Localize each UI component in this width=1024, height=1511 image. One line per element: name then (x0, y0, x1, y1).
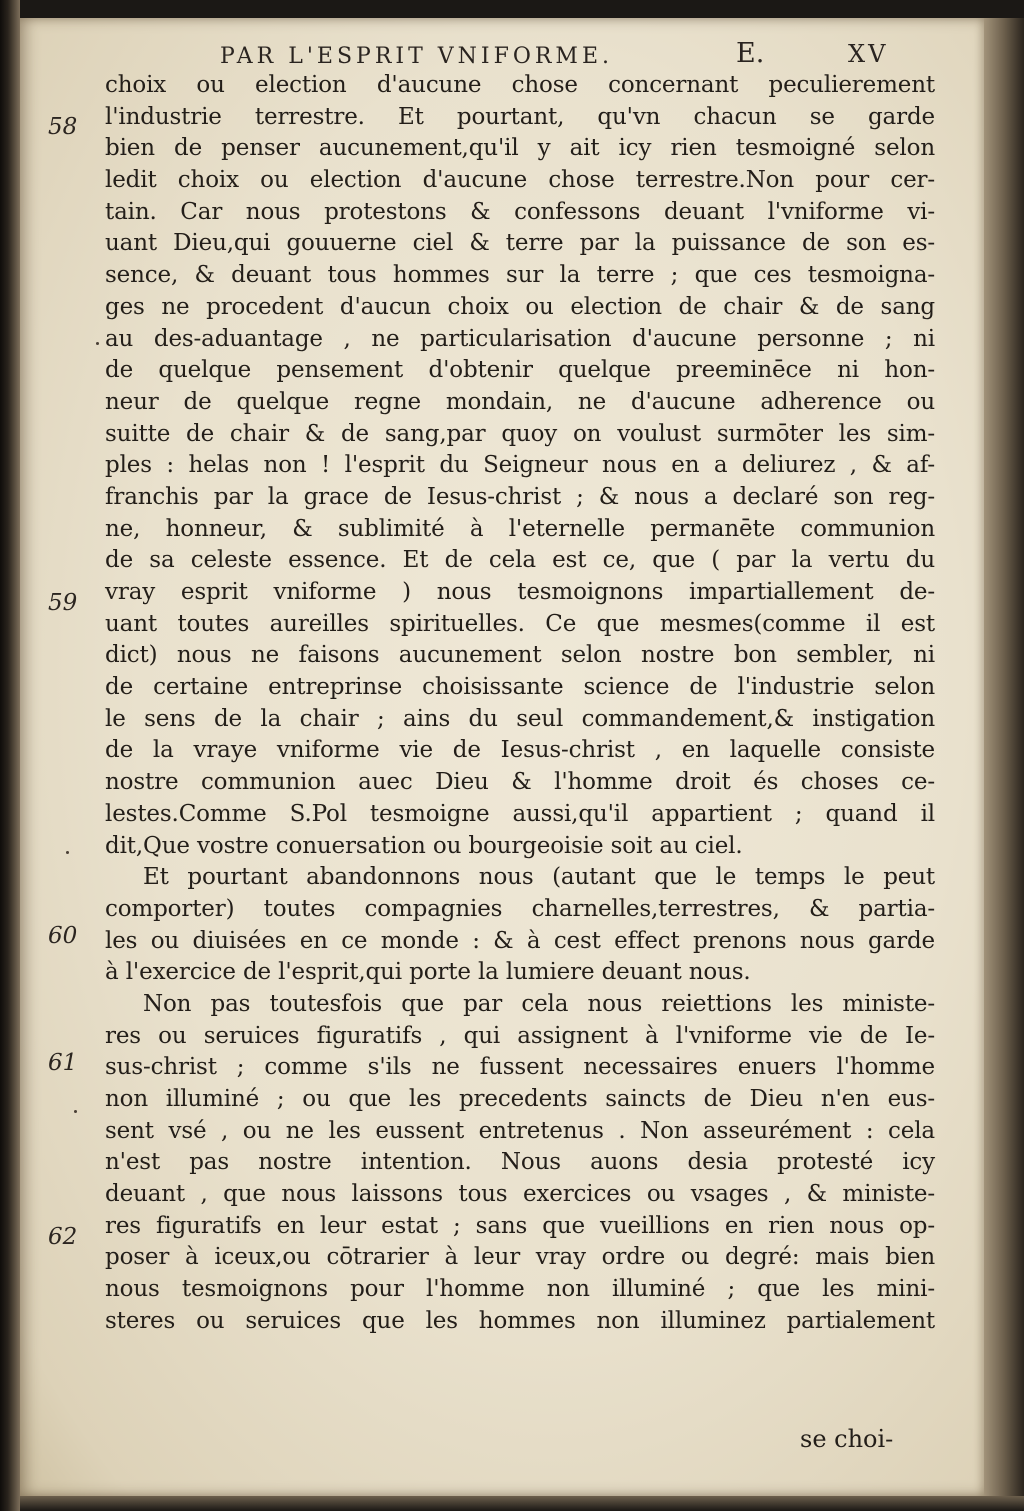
text-line: l'industrie terrestre. Et pourtant, qu'vn chacun se garde (105, 103, 935, 130)
text-line: ples : helas non ! l'esprit du Seigneur nous en a deliurez , & af- (105, 452, 935, 479)
body-text (105, 70, 935, 1338)
text-line: steres ou seruices que les hommes non illuminez partialement (105, 1307, 935, 1334)
text-line: sus-christ ; comme s'ils ne fussent necessaires enuers l'homme (105, 1054, 935, 1081)
page-fore-edge (984, 18, 1024, 1496)
page-bottom-edge (20, 1496, 1024, 1511)
text-line: Et pourtant abandonnons nous (autant que le temps le peut (143, 864, 935, 891)
margin-verse-number: 62 (48, 1224, 78, 1250)
text-line: Non pas toutesfois que par cela nous reiettions les ministe- (143, 990, 935, 1017)
text-line: sence, & deuant tous hommes sur la terre ; que ces tesmoigna- (105, 262, 935, 289)
text-line: au des-aduantage , ne particularisation d'aucune personne ; ni (105, 325, 935, 352)
text-line: de quelque pensement d'obtenir quelque preeminēce ni hon- (105, 357, 935, 384)
text-line: uant toutes aureilles spirituelles. Ce que mesmes(comme il est (105, 610, 935, 637)
text-line: neur de quelque regne mondain, ne d'aucune adherence ou (105, 388, 935, 415)
ink-speck (74, 1110, 77, 1113)
text-line: lestes.Comme S.Pol tesmoigne aussi,qu'il appartient ; quand il (105, 800, 935, 827)
text-line: dict) nous ne faisons aucunement selon nostre bon sembler, ni (105, 642, 935, 669)
text-line: ledit choix ou election d'aucune chose terrestre.Non pour cer- (105, 167, 935, 194)
text-line: nostre communion auec Dieu & l'homme droit és choses ce- (105, 769, 935, 796)
catchword: se choi- (800, 1425, 894, 1453)
text-line: de certaine entreprinse choisissante science de l'industrie selon (105, 674, 935, 701)
text-line: uant Dieu,qui gouuerne ciel & terre par la puissance de son es- (105, 230, 935, 257)
folio-number: XV (848, 40, 889, 68)
text-line: ges ne procedent d'aucun choix ou election de chair & de sang (105, 293, 935, 320)
text-line: franchis par la grace de Iesus-christ ; & nous a declaré son reg- (105, 483, 935, 510)
text-line: suitte de chair & de sang,par quoy on voulust surmōter les sim- (105, 420, 935, 447)
text-line: res ou seruices figuratifs , qui assignent à l'vniforme vie de Ie- (105, 1022, 935, 1049)
text-line: le sens de la chair ; ains du seul commandement,& instigation (105, 705, 935, 732)
text-line: poser à iceux,ou cōtrarier à leur vray ordre ou degré: mais bien (105, 1244, 935, 1271)
text-line: les ou diuisées en ce monde : & à cest effect prenons nous garde (105, 927, 935, 954)
text-line: res figuratifs en leur estat ; sans que vueillions en rien nous op- (105, 1212, 935, 1239)
ink-speck (96, 342, 99, 345)
text-line: choix ou election d'aucune chose concernant peculierement (105, 72, 935, 98)
text-line: à l'exercice de l'esprit,qui porte la lumiere deuant nous. (105, 959, 751, 986)
text-line: non illuminé ; ou que les precedents saincts de Dieu n'en eus- (105, 1086, 935, 1112)
text-line: sent vsé , ou ne les eussent entretenus . Non asseurément : cela (105, 1117, 935, 1144)
text-line: tain. Car nous protestons & confessons deuant l'vniforme vi- (105, 198, 935, 225)
running-head (180, 38, 940, 72)
text-line: comporter) toutes compagnies charnelles,terrestres, & partia- (105, 895, 935, 922)
ink-speck (66, 851, 69, 854)
text-line: de sa celeste essence. Et de cela est ce, que ( par la vertu du (105, 547, 935, 574)
text-line: deuant , que nous laissons tous exercices ou vsages , & ministe- (105, 1181, 935, 1208)
text-line: de la vraye vniforme vie de Iesus-christ , en laquelle consiste (105, 737, 935, 764)
text-line: ne, honneur, & sublimité à l'eternelle permanēte communion (105, 515, 935, 542)
margin-verse-number: 61 (48, 1050, 78, 1076)
text-line: bien de penser aucunement,qu'il y ait icy rien tesmoigné selon (105, 135, 935, 162)
margin-verse-number: 58 (48, 114, 78, 140)
text-line: vray esprit vniforme ) nous tesmoignons impartiallement de- (105, 579, 935, 605)
text-line: nous tesmoignons pour l'homme non illuminé ; que les mini- (105, 1276, 935, 1303)
text-line: n'est pas nostre intention. Nous auons desia protesté icy (105, 1149, 935, 1176)
book-gutter (0, 0, 20, 1511)
margin-verse-number: 59 (48, 590, 78, 616)
margin-verse-number: 60 (48, 923, 78, 949)
text-line: dit,Que vostre conuersation ou bourgeoisie soit au ciel. (105, 832, 743, 859)
signature-mark: E. (736, 38, 765, 69)
running-title: PAR L'ESPRIT VNIFORME. (220, 44, 614, 69)
